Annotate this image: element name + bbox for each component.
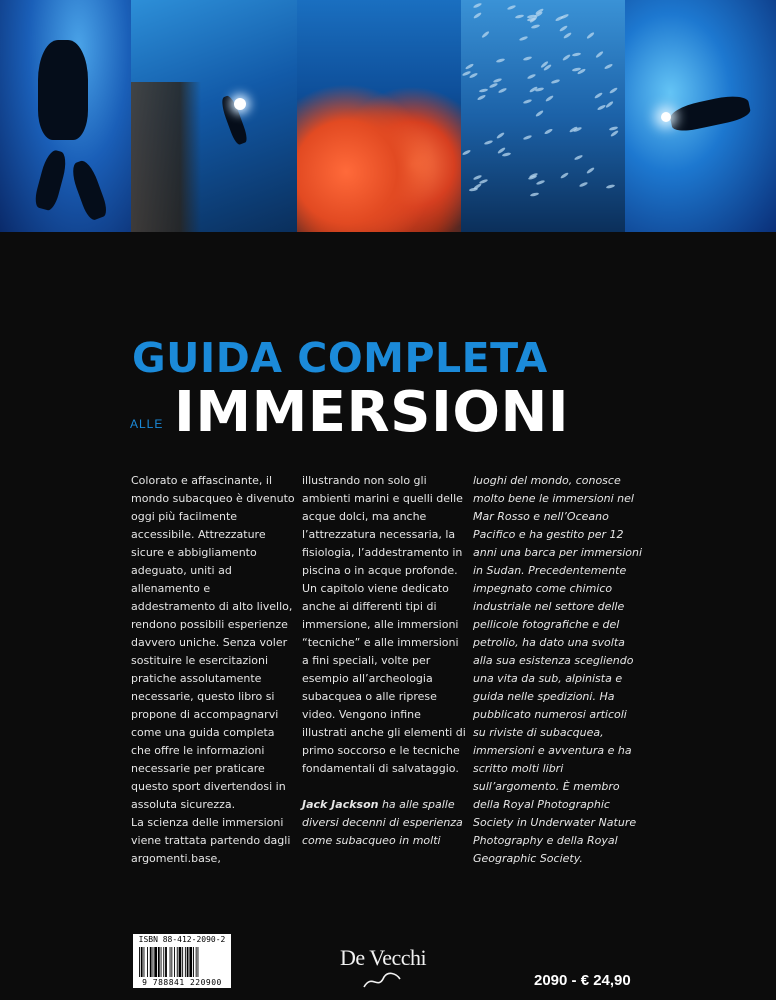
fish-shape (544, 129, 553, 136)
publisher-name: De Vecchi (340, 945, 427, 970)
fish-shape (551, 79, 560, 85)
paragraph: Colorato e affascinante, il mondo subacqueo è divenuto oggi più facilmente accessibile. Attrezzature sicure e abbigliamento adeguato, uniti ad allenamento e addestramento di alto livello, rendono possibili esperienze davvero uniche. Senza voler sostituire le esercitazioni pratiche assolutamente necessarie, questo libro si propone di accompagnarvi come una guida completa che offre le informazioni necessarie per praticare questo sport divertendosi in assoluta sicurezza. (131, 474, 295, 811)
fish-shape (545, 95, 554, 103)
fish-shape (560, 172, 569, 179)
barcode-bars (139, 947, 225, 977)
isbn-number: ISBN 88-412-2090-2 (138, 935, 226, 944)
fish-shape (473, 11, 482, 19)
fish-shape (559, 25, 568, 32)
description-column-1 (131, 472, 296, 868)
fish-shape (479, 178, 488, 184)
price-label: 2090 - € 24,90 (534, 972, 631, 989)
photo-fish-school (461, 0, 625, 232)
photo-diver-silhouette (0, 0, 131, 232)
author-name: Jack Jackson (302, 798, 379, 811)
fish-shape (501, 152, 510, 157)
fish-shape (579, 181, 588, 187)
fish-shape (586, 166, 595, 174)
fish-shape (596, 50, 605, 58)
book-title (130, 335, 600, 445)
fish-shape (519, 35, 528, 41)
fish-shape (462, 149, 471, 156)
fish-shape (473, 2, 482, 8)
photo-strip (0, 0, 776, 232)
fish-shape (573, 155, 582, 162)
fish-shape (515, 14, 524, 19)
fish-shape (464, 63, 473, 70)
fish-shape (562, 31, 571, 39)
title-prefix: ALLE (130, 417, 164, 431)
fish-shape (473, 174, 482, 180)
paragraph: Un capitolo viene dedicato anche ai differenti tipi di immersione, alle immersioni “tecniche” e alle immersioni a fini speciali, volte per esempio all’archeologia subacquea o alle riprese video. Vengono infine illustrati anche gli elementi di primo soccorso e le tecniche fondamentali di salvataggio. (302, 582, 466, 775)
fish-shape (597, 104, 606, 111)
photo-diver-reef (131, 0, 297, 232)
barcode-digits: 9 788841 220900 (142, 978, 222, 987)
fish-shape (605, 100, 614, 108)
fish-shape (609, 87, 618, 94)
title-line-2: IMMERSIONI (174, 380, 570, 445)
fish-shape (489, 82, 498, 88)
fish-shape (495, 58, 504, 63)
fish-shape (571, 52, 580, 57)
fish-shape (535, 110, 544, 118)
fish-shape (484, 140, 493, 146)
fish-shape (530, 192, 539, 197)
fish-shape (531, 24, 540, 29)
author-intro: ha alle spalle diversi decenni di esperienza come subacqueo in molti (302, 798, 463, 847)
paragraph: La scienza delle immersioni viene trattata partendo dagli argomenti.base, (131, 816, 291, 865)
author-bio-column (473, 472, 643, 868)
fish-shape (477, 94, 486, 101)
description-column-2 (302, 472, 467, 850)
fish-shape (497, 87, 506, 93)
fish-shape (522, 56, 531, 61)
paragraph: illustrando non solo gli ambienti marini e quelli delle acque dolci, ma anche l’attrezzatura necessaria, la fisiologia, l’addestramento in piscina o in acque profonde. (302, 474, 463, 577)
isbn-barcode (133, 934, 231, 988)
fish-shape (586, 31, 595, 39)
fish-shape (493, 77, 502, 83)
fish-shape (604, 63, 613, 70)
fish-shape (562, 54, 571, 62)
title-line-1: GUIDA COMPLETA (132, 334, 548, 382)
fish-shape (479, 88, 488, 93)
fish-shape (536, 180, 545, 186)
author-bio-start (302, 796, 467, 850)
fish-shape (523, 98, 532, 104)
fish-shape (506, 4, 515, 10)
fish-shape (482, 30, 491, 38)
photo-coral (297, 0, 461, 232)
fish-shape (523, 135, 532, 141)
paragraph: luoghi del mondo, conosce molto bene le immersioni nel Mar Rosso e nell’Oceano Pacifico e ha gestito per 12 anni una barca per immersioni in Sudan. Precedentemente impegnato come chimico industriale nel settore delle pellicole fotografiche e del petrolio, ha dato una svolta alla sua esistenza scegliendo una vita da sub, alpinista e guida nelle spedizioni. Ha pubblicato numerosi articoli su riviste di subacquea, immersioni e avventura e ha scritto molti libri sull’argomento. È membro della Royal Photographic Society in Underwater Nature Photography e della Royal Geographic Society. (473, 474, 643, 865)
publisher-logo (340, 945, 426, 971)
fish-shape (594, 92, 603, 99)
fish-shape (527, 74, 536, 80)
publisher-swash-icon (362, 969, 402, 991)
photo-diver-light (625, 0, 776, 232)
fish-shape (496, 132, 505, 140)
fish-shape (606, 184, 615, 189)
